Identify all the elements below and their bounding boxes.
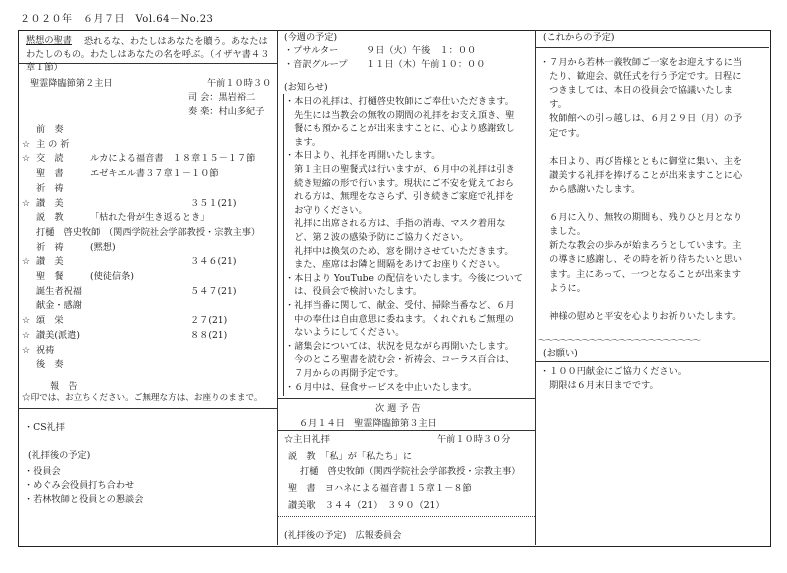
order-star-mark: ☆	[22, 315, 31, 327]
notice-line: 中の奉仕は自由意思に委ねます。くれぐれもご無理の	[285, 313, 514, 325]
future-note-line: 牧師館への引っ越しは、６月２９日（月）の予	[540, 113, 743, 125]
cs-worship: ・CS礼拝	[24, 422, 65, 433]
next-worship-label: ☆主日礼拝	[284, 434, 330, 445]
notice-line: ・６月中は、昼食サービスを中止いたします。	[285, 381, 478, 393]
verse-divider	[18, 63, 277, 64]
order-star-mark: ☆	[22, 138, 31, 150]
order-item	[22, 183, 262, 197]
order-detail: (黙想)	[90, 241, 116, 253]
notice-line: 今のところ聖書を読む会・祈祷会、コーラス百合は、	[285, 354, 515, 366]
notice-line: ど、第２波の感染予防にご協力ください。	[285, 232, 469, 243]
order-label: 主 の 祈	[36, 138, 70, 150]
order-detail: ルカによる福音書 １８章１５－１７節	[90, 153, 256, 165]
service-title: 聖霊降臨節第２主日	[30, 78, 113, 89]
order-item	[22, 330, 262, 344]
week-title: (今週の予定)	[284, 32, 338, 43]
next-hymns: 讃美歌 ３４４（21） ３９０（21）	[288, 500, 445, 511]
future-divider	[535, 47, 769, 48]
future-note-line: 新たな教会の歩みが始まろうとしています。主	[540, 240, 742, 252]
order-label: 打樋 啓史牧師	[36, 226, 101, 238]
week-item-name: ・プサルター	[284, 45, 339, 56]
order-item	[22, 286, 262, 300]
service-time: 午前１０時３０	[207, 78, 272, 89]
order-label: 献金・感謝	[36, 300, 82, 312]
order-star-mark: ☆	[22, 256, 31, 268]
left-lower-divider	[18, 408, 277, 409]
week-item-when: ９日（火）午後 １：００	[366, 45, 477, 56]
order-label: 祈 祷	[36, 182, 64, 194]
future-note-line: 讃美する礼拝を捧げることが出来ますことに心	[540, 169, 743, 181]
after-worship-item: ・めぐみ会役員打ち合わせ	[24, 480, 135, 491]
notice-line: 餐にも預かることが出来ますことに、心より感謝致し	[285, 123, 515, 135]
report-label: 報 告	[50, 381, 78, 392]
week-item-name: ・音訳グループ	[284, 59, 348, 70]
next-week-title: 次 週 予 告	[375, 403, 421, 414]
order-hymn-number: ５４７(21)	[190, 285, 237, 297]
order-item	[22, 212, 262, 226]
order-label: 讃 美	[36, 197, 64, 209]
order-label: 誕生者祝福	[36, 285, 82, 297]
notice-line: ます。	[285, 136, 322, 148]
presider: 司 会：黒岩裕二	[188, 92, 256, 103]
verse-label: 黙想の聖書	[26, 35, 72, 46]
order-item	[22, 359, 262, 373]
standing-note: ☆印では、お立ちください。ご無理な方は、お座りのままで。	[22, 393, 263, 403]
notice-title: (お知らせ)	[284, 82, 328, 93]
order-label: 説 教	[36, 212, 64, 224]
order-item	[22, 345, 262, 359]
after-worship-item: ・役員会	[24, 466, 61, 477]
organist: 奏 楽：村山多紀子	[188, 106, 265, 117]
order-label: 聖 餐	[36, 271, 64, 282]
future-note-line: す。	[540, 99, 567, 111]
order-item	[22, 300, 262, 314]
order-label: 祈 祷	[36, 241, 64, 253]
notice-line: ・本日の礼拝は、打樋啓史牧師にご奉仕いただきます。	[285, 96, 514, 107]
next-week-service: ６月１４日 聖霊降臨節第３主日	[299, 418, 437, 429]
order-hymn-number: ８８(21)	[190, 329, 228, 341]
order-item	[22, 168, 262, 182]
order-star-mark: ☆	[22, 153, 31, 165]
future-note-line: ます。主にあって、一つとなることが出来ます	[540, 268, 742, 280]
order-item	[22, 153, 262, 167]
order-star-mark: ☆	[22, 344, 31, 356]
notice-line: お守りください。	[285, 204, 368, 216]
order-item	[22, 256, 262, 270]
request-line: 期限は６月末日までです。	[540, 380, 659, 391]
next-preacher: 打樋 啓史牧師（関西学院社会学部教授・宗教主事）	[300, 466, 521, 477]
wave-divider: ～～～～～～～～～～～～～～～～～～～～～～	[538, 335, 701, 345]
future-note-line: から感謝いたします。	[540, 183, 641, 195]
order-item	[22, 315, 262, 329]
order-label: 聖 書	[36, 168, 64, 180]
order-detail: 「枯れた骨が生き返るとき」	[90, 212, 210, 224]
notice-line: は、役員会で検討いたします。	[285, 286, 423, 298]
order-detail: エゼキエル書３７章１－１０節	[90, 168, 219, 180]
request-title: (お願い)	[543, 348, 578, 359]
order-item	[22, 139, 262, 153]
order-item	[22, 242, 262, 256]
next-sermon: 説 教 「私」が「私たち」に	[288, 451, 413, 462]
column-divider-2	[535, 30, 536, 545]
notice-line: ・礼拝当番に関して、献金、受付、掃除当番など、６月	[285, 300, 515, 311]
notice-line: ７月からの再開予定です。	[285, 368, 404, 379]
order-label: 祝祷	[36, 344, 55, 356]
notice-line: ・諸集会については、状況を見ながら再開いたします。	[285, 340, 514, 352]
notice-line: 礼拝中は換気のため、窓を開けさせていただきます。	[285, 245, 514, 257]
notice-line: 第１主日の聖餐式は行いますが、６月中の礼拝は引き	[285, 164, 515, 175]
future-note-line: 本日より、再び皆様とともに御堂に集い、主を	[540, 155, 743, 167]
next-scripture: 聖 書 ヨハネによる福音書１５章１－８節	[288, 483, 472, 494]
next-week-inner-divider	[277, 430, 535, 431]
next-week-divider	[277, 398, 535, 399]
future-note-line: ように。	[540, 282, 586, 294]
column-divider-1	[277, 30, 278, 545]
notice-line: 礼拝に出席される方は、手指の消毒、マスク着用な	[285, 218, 506, 230]
next-after-worship: (礼拝後の予定) 広報委員会	[284, 530, 402, 541]
future-note-line: ・７月から若林一義牧師ご一家をお迎えするに当	[540, 57, 743, 68]
future-note-line: 神様の慰めと平安を心よりお祈りいたします。	[540, 310, 742, 322]
week-item-when: １１日（木）午前１０：００	[366, 59, 486, 70]
order-label: 交 読	[36, 153, 64, 165]
after-worship-item: ・若林牧師と役員との懇談会	[24, 494, 144, 505]
request-divider	[535, 361, 769, 362]
order-hymn-number: ２７(21)	[190, 315, 228, 327]
order-detail: （関西学院社会学部教授・宗教主事）	[104, 226, 261, 238]
future-note-line: ６月に入り、無牧の期間も、残りひと月となり	[540, 212, 743, 224]
future-title: (これからの予定)	[543, 32, 615, 43]
notice-line: ・本日より、礼拝を再開いたします。	[285, 150, 441, 162]
next-worship-time: 午前１０時３０分	[437, 434, 511, 445]
order-label: 前 奏	[36, 124, 64, 135]
notice-left-rule	[283, 94, 284, 396]
verse-text: 恐れるな、わたしはあなたを贖う。あなたはわたしのもの。わたしはあなたの名を呼ぶ。（イザヤ書４３章１節）	[26, 36, 270, 73]
order-label: 頌 栄	[36, 315, 64, 327]
bulletin-header: ２０２０年 ６月７日 Vol.64－No.23	[20, 14, 214, 25]
future-note-line: ました。	[540, 226, 586, 238]
future-note-line: の導きに感謝し、その時を祈り待ちたいと思い	[540, 254, 743, 266]
after-worship-title: (礼拝後の予定)	[28, 450, 91, 461]
order-label: 讃美(派遣)	[36, 329, 80, 341]
order-item	[22, 227, 262, 241]
notice-line: ないようにしてください。	[285, 327, 405, 339]
order-item	[22, 271, 262, 285]
notice-line: ・本日より YouTube の配信をいたします。今後について	[285, 272, 523, 284]
order-item	[22, 124, 262, 138]
notice-line: 続き短縮の形で行います。現状にご不安を覚えておら	[285, 177, 514, 189]
order-hymn-number: ３４６(21)	[190, 256, 237, 268]
future-note-line: つきましては、本日の役員会で協議いたしま	[540, 85, 733, 97]
order-label: 讃 美	[36, 256, 64, 268]
order-star-mark: ☆	[22, 197, 31, 209]
request-line: ・１００円献金にご協力ください。	[540, 366, 687, 377]
order-detail: (使徒信条)	[90, 271, 134, 282]
notice-line: 先生には当教会の無牧の期間の礼拝をお支え頂き、聖	[285, 109, 515, 121]
notice-line: れる方は、無理をなさらず、引き続きご家庭で礼拝を	[285, 191, 514, 203]
future-note-line: 定です。	[540, 127, 586, 139]
notice-line: また、座席はお隣と間隔をあけてお座りください。	[285, 259, 506, 271]
order-label: 後 奏	[36, 359, 64, 371]
next-after-divider	[277, 516, 535, 517]
order-star-mark: ☆	[22, 329, 31, 341]
future-note-line: たり、歓迎会、就任式を行う予定です。日程に	[540, 71, 742, 83]
order-item	[22, 198, 262, 212]
order-hymn-number: ３５１(21)	[190, 197, 237, 209]
